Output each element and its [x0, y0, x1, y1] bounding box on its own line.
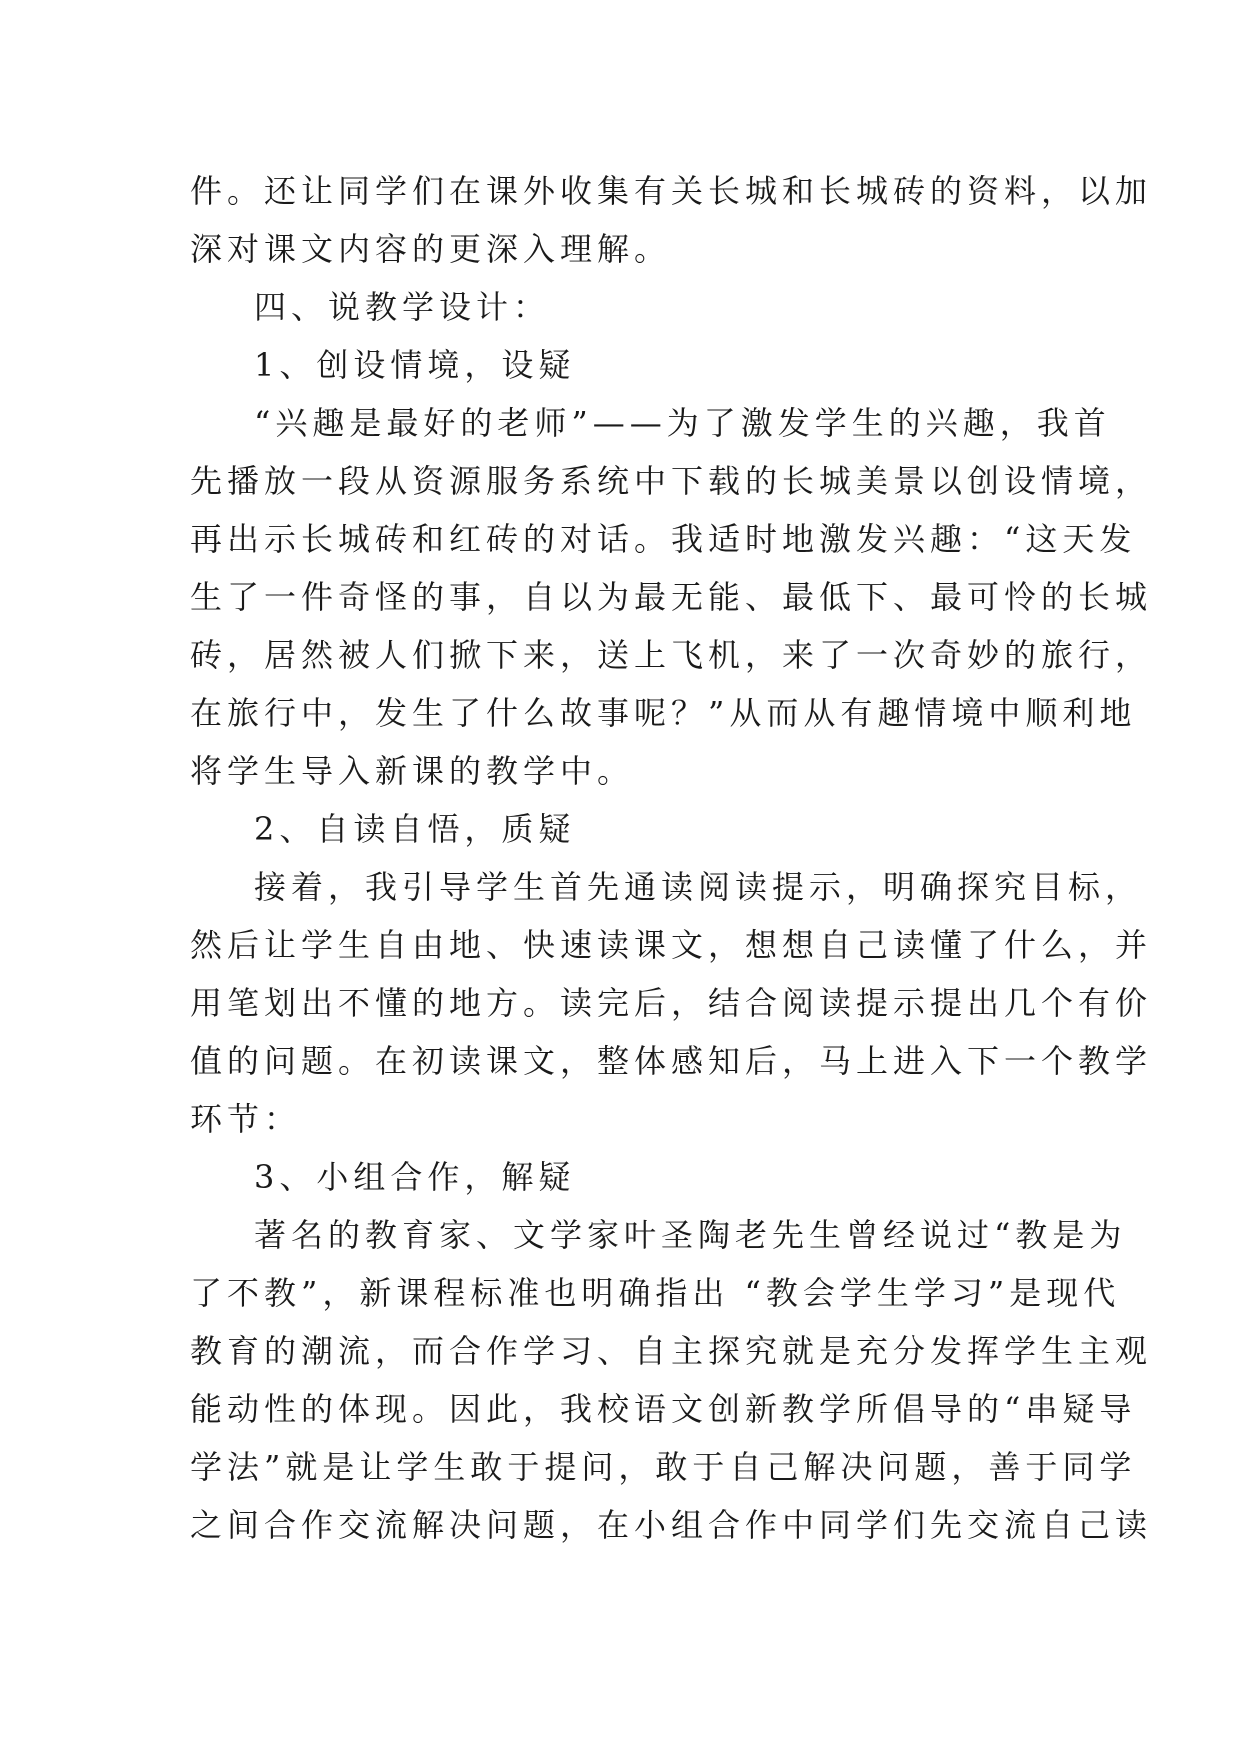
text-line: 深对课文内容的更深入理解。 [190, 230, 672, 268]
text-line: 然后让学生自由地、快速读课文，想想自己读懂了什么，并 [190, 926, 1153, 964]
text-line: 件。还让同学们在课外收集有关长城和长城砖的资料，以加 [190, 172, 1153, 210]
text-line: 之间合作交流解决问题，在小组合作中同学们先交流自己读 [190, 1506, 1153, 1544]
text-line: 砖，居然被人们掀下来，送上飞机，来了一次奇妙的旅行， [190, 636, 1153, 674]
text-line: 将学生导入新课的教学中。 [190, 752, 635, 790]
subsection-heading: 1、创设情境，设疑 [254, 346, 576, 384]
text-line: 环节： [190, 1100, 302, 1138]
text-line: 用笔划出不懂的地方。读完后，结合阅读提示提出几个有价 [190, 984, 1153, 1022]
text-line: 在旅行中，发生了什么故事呢？”从而从有趣情境中顺利地 [190, 694, 1137, 732]
subsection-heading: 3、小组合作，解疑 [254, 1158, 576, 1196]
text-line: 能动性的体现。因此，我校语文创新教学所倡导的“串疑导 [190, 1390, 1137, 1428]
text-line: 生了一件奇怪的事，自以为最无能、最低下、最可怜的长城 [190, 578, 1153, 616]
text-line: 了不教”，新课程标准也明确指出 “教会学生学习”是现代 [190, 1274, 1121, 1312]
subsection-heading: 2、自读自悟，质疑 [254, 810, 576, 848]
text-line: 学法”就是让学生敢于提问，敢于自己解决问题，善于同学 [190, 1448, 1137, 1486]
text-line: 先播放一段从资源服务系统中下载的长城美景以创设情境， [190, 462, 1153, 500]
document-body [190, 162, 1153, 1554]
text-line: 著名的教育家、文学家叶圣陶老先生曾经说过“教是为 [254, 1216, 1127, 1254]
text-line: 再出示长城砖和红砖的对话。我适时地激发兴趣：“这天发 [190, 520, 1137, 558]
text-line: 教育的潮流，而合作学习、自主探究就是充分发挥学生主观 [190, 1332, 1153, 1370]
text-line: 值的问题。在初读课文，整体感知后，马上进入下一个教学 [190, 1042, 1153, 1080]
text-line: “兴趣是最好的老师”——为了激发学生的兴趣，我首 [254, 404, 1111, 442]
text-line: 接着，我引导学生首先通读阅读提示，明确探究目标， [254, 868, 1143, 906]
section-heading: 四、说教学设计： [254, 288, 551, 326]
